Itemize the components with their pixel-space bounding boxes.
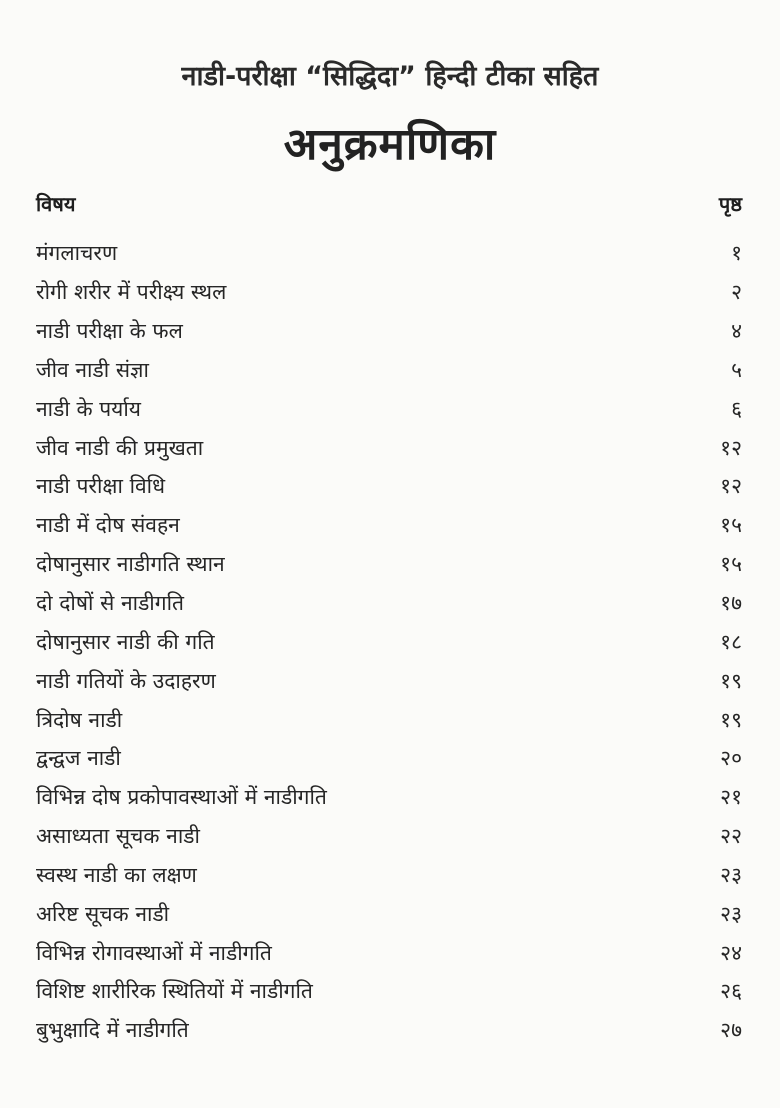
toc-entry-page: २ <box>731 280 742 305</box>
toc-entry-page: १७ <box>720 591 742 616</box>
toc-entry-topic: असाध्यता सूचक नाडी <box>36 824 200 849</box>
toc-entry-topic: अरिष्ट सूचक नाडी <box>36 901 170 926</box>
toc-entry <box>36 428 742 467</box>
toc-entry-topic: रोगी शरीर में परीक्ष्य स्थल <box>36 280 227 305</box>
toc-entry <box>36 351 742 390</box>
toc-entry <box>36 1011 742 1050</box>
toc-entry-page: १५ <box>720 552 742 577</box>
page-title: अनुक्रमणिका <box>283 119 497 170</box>
toc-entry-page: २७ <box>720 1018 742 1043</box>
toc-entry-page: १९ <box>720 707 742 732</box>
page-column-header: पृष्ठ <box>718 192 742 216</box>
toc-entry <box>36 273 742 312</box>
toc-entry-topic: जीव नाडी संज्ञा <box>36 357 149 382</box>
toc-entry-topic: नाडी गतियों के उदाहरण <box>36 668 216 693</box>
toc-entry-page: २१ <box>720 785 742 810</box>
toc-entry <box>36 389 742 428</box>
toc-entry-page: १९ <box>720 668 742 693</box>
toc-entry <box>36 972 742 1011</box>
toc-entry <box>36 234 742 273</box>
toc-entry-topic: द्वन्द्वज नाडी <box>36 746 121 771</box>
toc-entry-page: १ <box>731 241 742 266</box>
toc-entry-page: ६ <box>731 396 742 421</box>
toc-entry <box>36 817 742 856</box>
toc-entry <box>36 622 742 661</box>
toc-entry-page: २३ <box>720 901 742 926</box>
toc-entry-page: २२ <box>720 824 742 849</box>
toc-entry-page: १८ <box>720 629 742 654</box>
toc-entry <box>36 661 742 700</box>
toc-entry <box>36 506 742 545</box>
toc-entry-page: ४ <box>731 319 742 344</box>
toc-entry-topic: स्वस्थ नाडी का लक्षण <box>36 862 197 887</box>
toc-entry-topic: विभिन्न दोष प्रकोपावस्थाओं में नाडीगति <box>36 785 327 810</box>
toc-entry-topic: दोषानुसार नाडीगति स्थान <box>36 552 225 577</box>
toc-entry <box>36 467 742 506</box>
toc-entry-page: १२ <box>720 474 742 499</box>
toc-entry-topic: नाडी के पर्याय <box>36 396 141 421</box>
toc-entry-topic: नाडी परीक्षा के फल <box>36 319 183 344</box>
toc-entry <box>36 933 742 972</box>
toc-entry-page: १५ <box>720 513 742 538</box>
toc-entry <box>36 312 742 351</box>
toc-entry-page: २६ <box>720 979 742 1004</box>
column-headers <box>36 190 742 217</box>
toc-entry-page: ५ <box>731 357 742 382</box>
book-subtitle: नाडी-परीक्षा “सिद्धिदा” हिन्दी टीका सहित <box>181 61 599 92</box>
toc-entry-topic: विभिन्न रोगावस्थाओं में नाडीगति <box>36 940 272 965</box>
toc-entry-topic: त्रिदोष नाडी <box>36 707 123 732</box>
toc-entry <box>36 584 742 623</box>
toc-entry <box>36 894 742 933</box>
toc-entry-page: २३ <box>720 862 742 887</box>
toc-entry <box>36 778 742 817</box>
toc-entry-topic: बुभुक्षादि में नाडीगति <box>36 1018 189 1043</box>
table-of-contents <box>36 234 742 1050</box>
toc-entry <box>36 700 742 739</box>
toc-entry-topic: मंगलाचरण <box>36 241 118 266</box>
toc-entry-page: २० <box>720 746 742 771</box>
toc-entry-topic: जीव नाडी की प्रमुखता <box>36 435 204 460</box>
toc-entry-topic: दो दोषों से नाडीगति <box>36 591 184 616</box>
topic-column-header: विषय <box>36 192 76 216</box>
toc-entry-topic: विशिष्ट शारीरिक स्थितियों में नाडीगति <box>36 979 313 1004</box>
toc-entry-page: १२ <box>720 435 742 460</box>
toc-entry <box>36 739 742 778</box>
toc-entry <box>36 856 742 895</box>
toc-entry-topic: नाडी परीक्षा विधि <box>36 474 166 499</box>
toc-entry-topic: नाडी में दोष संवहन <box>36 513 180 538</box>
toc-entry-topic: दोषानुसार नाडी की गति <box>36 629 215 654</box>
toc-entry-page: २४ <box>720 940 742 965</box>
toc-entry <box>36 545 742 584</box>
